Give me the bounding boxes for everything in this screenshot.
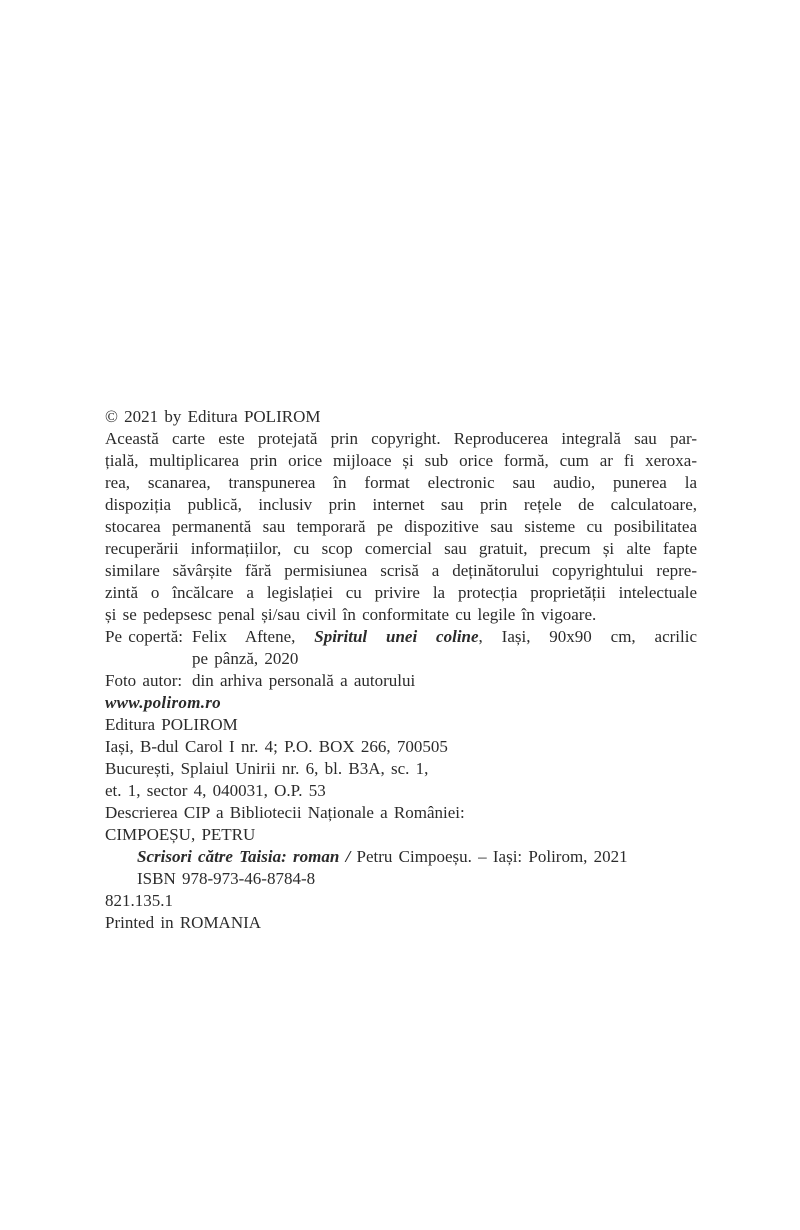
printed-in-line: Printed in ROMANIA: [105, 913, 262, 932]
license-paragraph: [105, 428, 697, 626]
cip-author: CIMPOEȘU, PETRU: [105, 825, 256, 844]
cover-credit-line-2: pe pânză, 2020: [192, 649, 299, 668]
license-line-6: recuperării informațiilor, cu scop comercial sau gratuit, precum și alte fapte: [105, 539, 697, 558]
photo-credit: [105, 670, 697, 692]
publisher-address-line-2: București, Splaiul Unirii nr. 6, bl. B3A, sc. 1,: [105, 759, 429, 778]
license-line-9: și se pedepsesc penal și/sau civil în conformitate cu legile în vigoare.: [105, 605, 597, 624]
photo-credit-text: din arhiva personală a autorului: [192, 671, 416, 690]
udc-number: 821.135.1: [105, 891, 173, 910]
publisher-website: www.polirom.ro: [105, 693, 221, 712]
publisher-address-line-3: et. 1, sector 4, 040031, O.P. 53: [105, 781, 326, 800]
copyright-page-content: [105, 406, 697, 934]
cip-book-title: Scrisori către Taisia: roman /: [137, 847, 351, 866]
copyright-notice: © 2021 by Editura POLIROM: [105, 407, 321, 426]
cover-credit-artist: Felix Aftene,: [192, 627, 315, 646]
cip-heading: Descrierea CIP a Bibliotecii Naționale a României:: [105, 803, 465, 822]
cip-title-rest: Petru Cimpoeșu. – Iași: Polirom, 2021: [350, 847, 628, 866]
credits-block: [105, 626, 697, 692]
publisher-address-block: [105, 714, 697, 802]
cover-artwork-title: Spiritul unei coline: [314, 627, 479, 646]
cip-title-line: [105, 846, 697, 868]
cover-credit-label: Pe copertă:: [105, 627, 183, 646]
license-line-7: similare săvârșite fără permisiunea scrisă a deținătorului copyrightului repre-: [105, 561, 697, 580]
cover-credit-details: , Iași, 90x90 cm, acrilic: [478, 627, 698, 646]
photo-credit-label: Foto autor:: [105, 671, 183, 690]
cover-credit-text: [192, 626, 697, 670]
cover-credit: [105, 626, 697, 670]
cip-entry: [105, 824, 697, 890]
cover-credit-line-1: [192, 626, 697, 648]
license-line-1: Această carte este protejată prin copyright. Reproducerea integrală sau par-: [105, 429, 697, 448]
publisher-name: Editura POLIROM: [105, 715, 238, 734]
license-line-8: zintă o încălcare a legislației cu privire la protecția proprietății intelectuale: [105, 583, 697, 602]
isbn-line: ISBN 978-973-46-8784-8: [137, 869, 316, 888]
license-line-4: dispoziția publică, inclusiv prin internet sau prin rețele de calculatoare,: [105, 495, 697, 514]
publisher-address-line-1: Iași, B-dul Carol I nr. 4; P.O. BOX 266, 700505: [105, 737, 448, 756]
license-line-3: rea, scanarea, transpunerea în format electronic sau audio, punerea la: [105, 473, 697, 492]
license-line-5: stocarea permanentă sau temporară pe dispozitive sau sisteme cu posibilitatea: [105, 517, 697, 536]
license-line-2: țială, multiplicarea prin orice mijloace și sub orice formă, cum ar fi xeroxa-: [105, 451, 697, 470]
